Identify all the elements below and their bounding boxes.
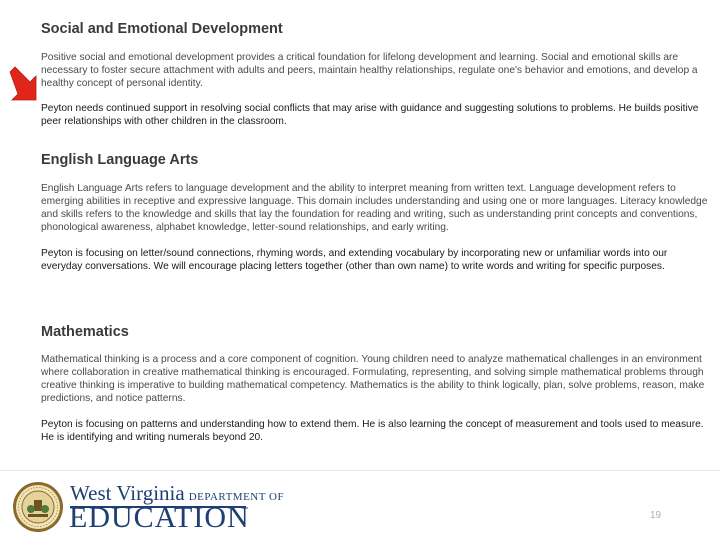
logo-state-name: West Virginia: [70, 481, 185, 505]
logo-education: EDUCATION: [69, 501, 250, 534]
section-description-mathematics: Mathematical thinking is a process and a core component of cognition. Young children need to analyze mathematical challenges in an environment where collaboration in creative mathematical thinking is encouraged. Formulating, representing, and solving simple mathematical problems through creative thinking is imperative to building mathematical competency. Mathematics is the ability to think logically, plan, solve problems, reason, make predictions, and notice patterns.: [41, 354, 705, 404]
section-title-english-language-arts: English Language Arts: [41, 152, 199, 168]
logo-department-label: DEPARTMENT OF: [188, 491, 285, 503]
section-description-english-language-arts: English Language Arts refers to language development and the ability to interpret meaning from written text. Language development refers to emerging abilities in receptive and expressive language. This domain includes understanding and using one or more languages. Literacy knowledge and skills refers to the knowledge and skills that lay the foundation for reading and writing, such as understanding print concepts and conventions, phonological awareness, alphabet knowledge, letter-sound relationships, and early writing.: [41, 183, 708, 233]
section-summary-mathematics: Peyton is focusing on patterns and understanding how to extend them. He is also learning the concept of measurement and tools used to measure. He is identifying and writing numerals beyond 20.: [41, 419, 704, 443]
section-description-social-emotional: Positive social and emotional development provides a critical foundation for lifelong development and learning. Social and emotional skills are necessary to foster secure attachment with adults and peers, maintain healthy relationships, regulate one's behavior and emotions, and develop a healthy concept of personal identity.: [41, 52, 698, 89]
page-number: 19: [650, 510, 662, 521]
section-summary-social-emotional: Peyton needs continued support in resolving social conflicts that may arise with guidance and suggesting solutions to problems. He builds positive peer relationships with other children in the classroom.: [41, 103, 699, 127]
section-title-social-emotional: Social and Emotional Development: [41, 21, 283, 37]
section-summary-english-language-arts: Peyton is focusing on letter/sound connections, rhyming words, and extending vocabulary by incorporating new or unfamiliar words into our everyday conversations. We will encourage placing letters together (other than own name) to write words and writing for specific purposes.: [41, 248, 668, 272]
red-arrow-icon: [6, 66, 40, 102]
section-title-mathematics: Mathematics: [41, 324, 129, 340]
state-seal-logo: [12, 481, 64, 533]
